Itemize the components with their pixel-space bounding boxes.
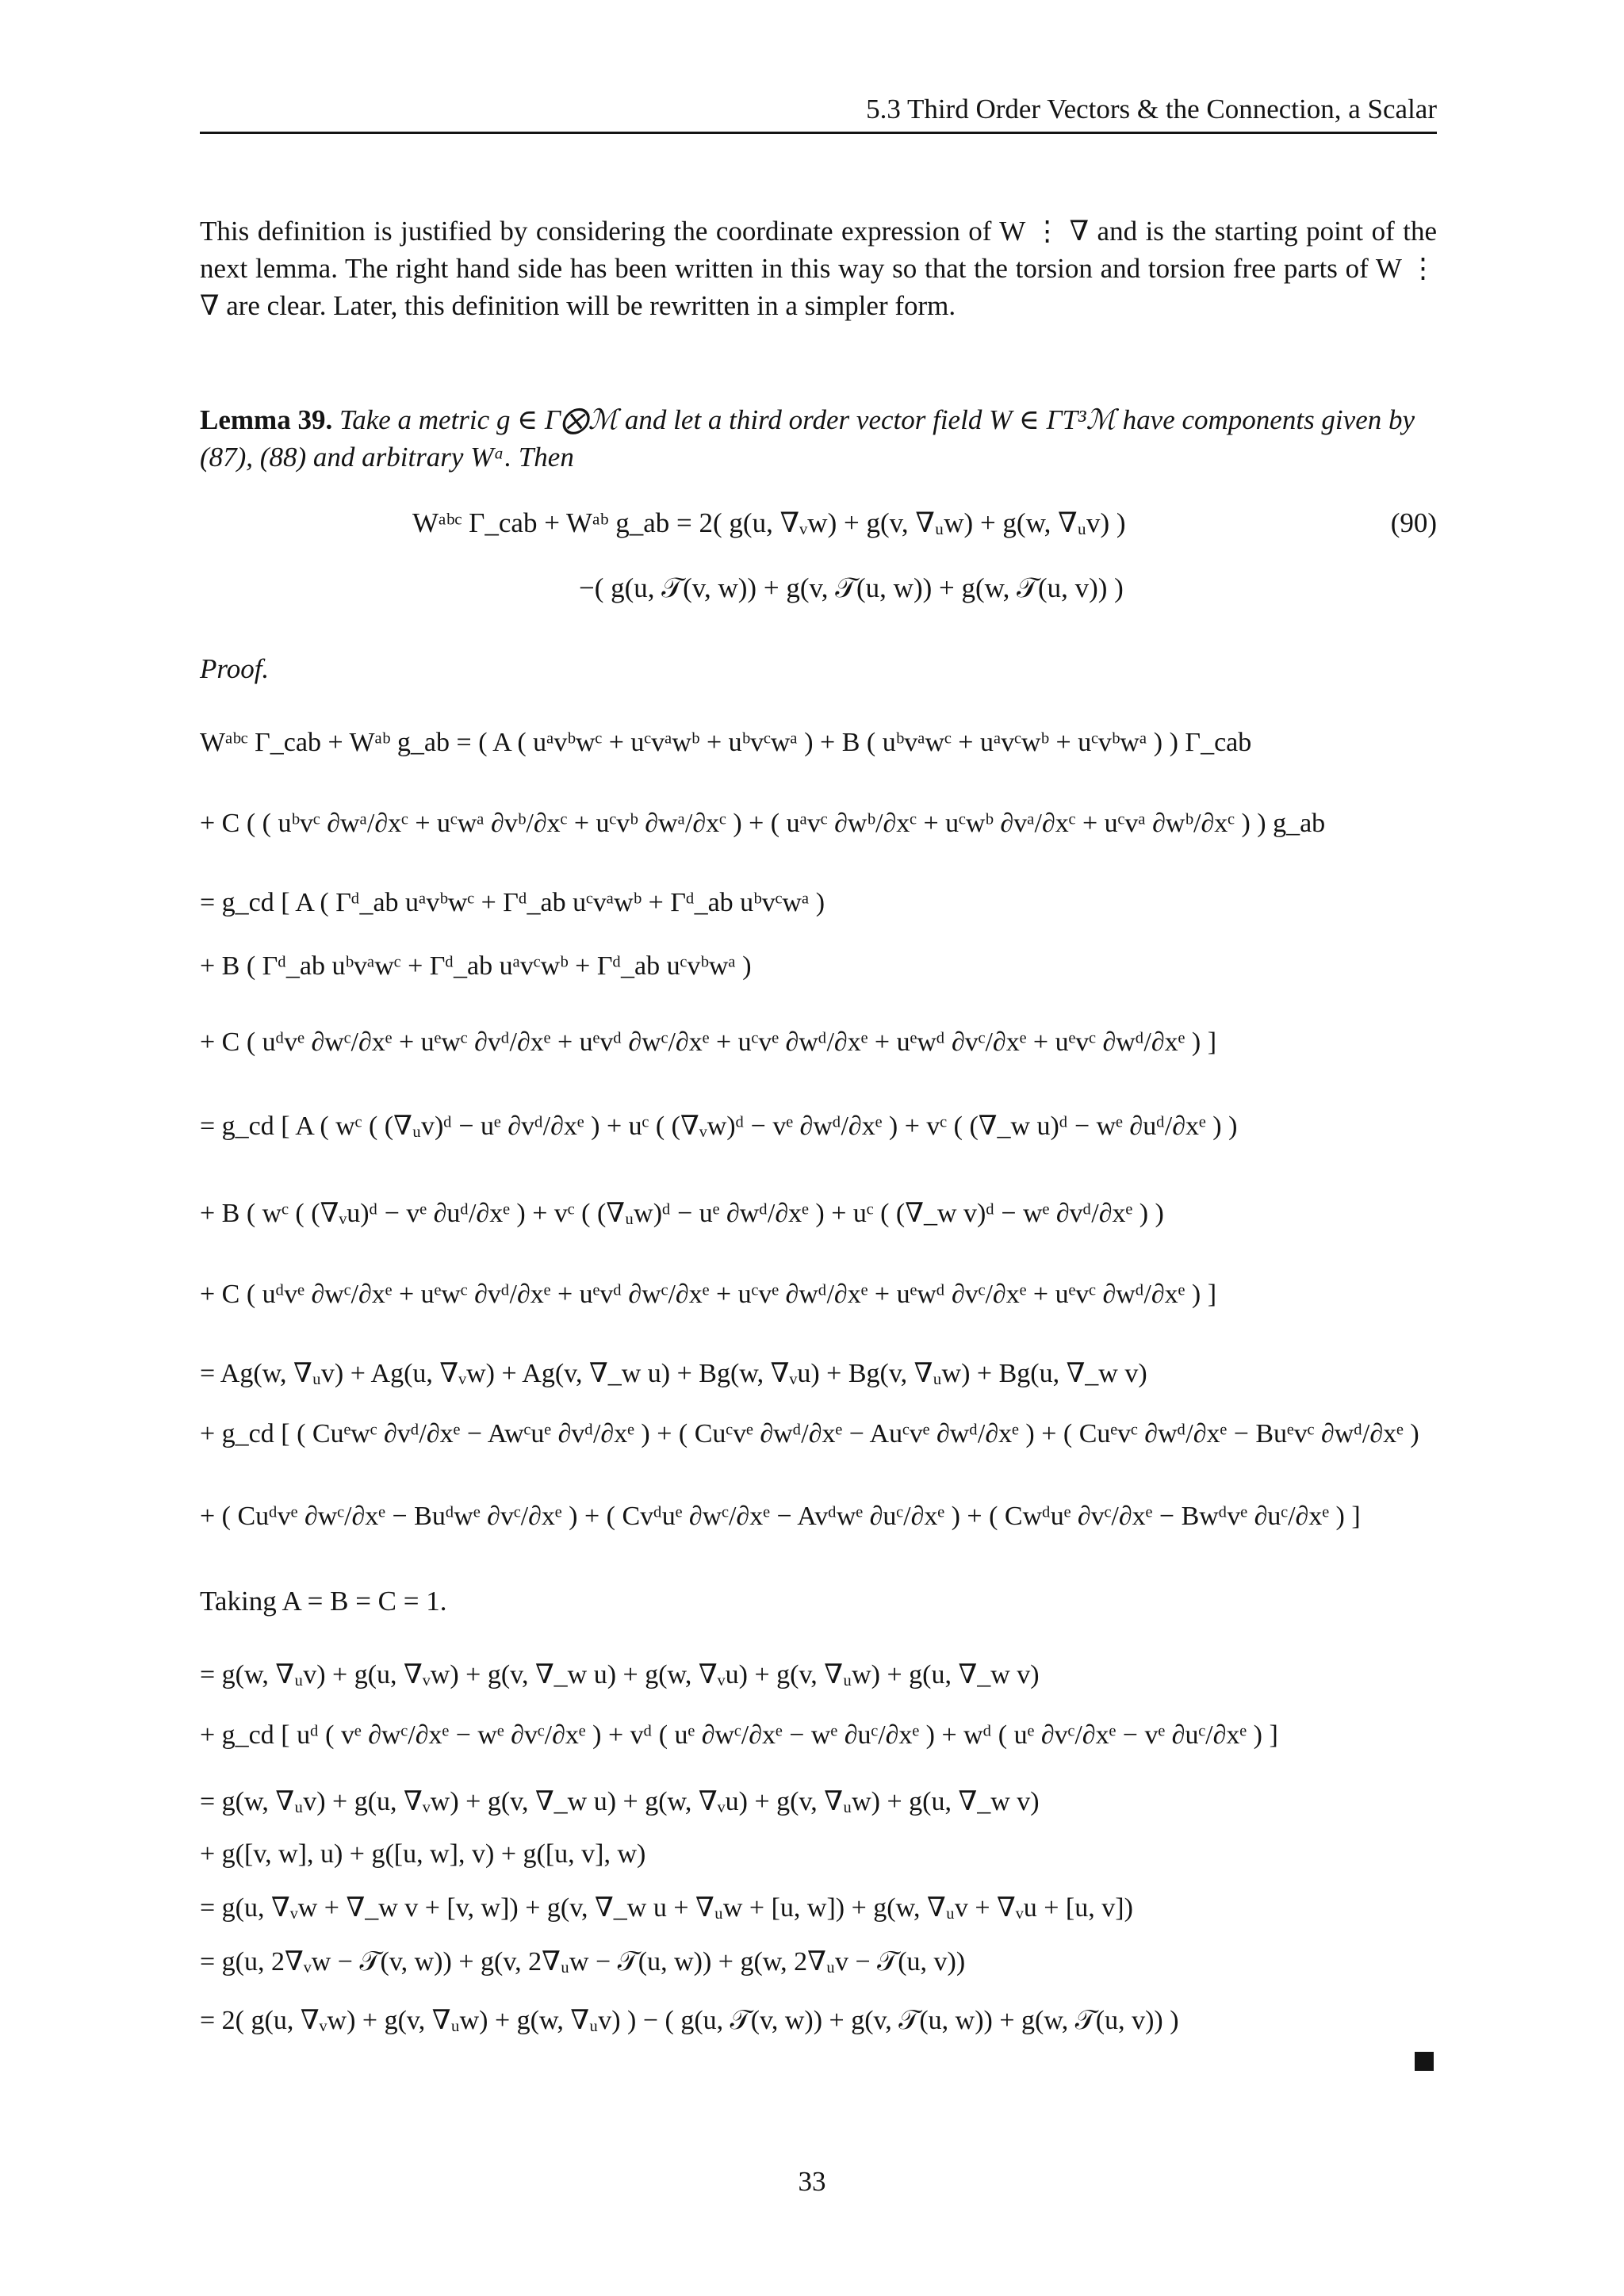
- proof-line: = g_cd [ A ( Γᵈ_ab uᵃvᵇwᶜ + Γᵈ_ab uᶜvᵃwᵇ + Γᵈ_ab uᵇvᶜwᵃ ): [200, 888, 825, 917]
- proof-line: = g_cd [ A ( wᶜ ( (∇ᵤv)ᵈ − uᵉ ∂vᵈ/∂xᵉ ) + uᶜ ( (∇ᵥw)ᵈ − vᵉ ∂wᵈ/∂xᵉ ) + vᶜ ( (∇_w u)ᵈ − wᵉ ∂uᵈ/∂xᵉ ) ): [200, 1112, 1238, 1141]
- proof-line: + g_cd [ ( Cuᵉwᶜ ∂vᵈ/∂xᵉ − Awᶜuᵉ ∂vᵈ/∂xᵉ ) + ( Cuᶜvᵉ ∂wᵈ/∂xᵉ − Auᶜvᵉ ∂wᵈ/∂xᵉ ) + ( Cuᵉvᶜ ∂wᵈ/∂xᵉ − Buᵉvᶜ ∂wᵈ/∂xᵉ ): [200, 1419, 1419, 1448]
- intro-paragraph: This definition is justified by considering the coordinate expression of W ⋮ ∇ and is the starting point of the next lemma. The right hand side has been written in this way so that the torsion and torsion free parts of W ⋮ ∇ are clear. Later, this definition will be rewritten in a simpler form.: [200, 216, 1437, 321]
- lemma-equation-line-2: −( g(u, 𝒯(v, w)) + g(v, 𝒯(u, w)) + g(w, 𝒯(u, v)) ): [579, 572, 1124, 603]
- proof-line: + ( Cuᵈvᵉ ∂wᶜ/∂xᵉ − Buᵈwᵉ ∂vᶜ/∂xᵉ ) + ( Cvᵈuᵉ ∂wᶜ/∂xᵉ − Avᵈwᵉ ∂uᶜ/∂xᵉ ) + ( Cwᵈuᵉ ∂vᶜ/∂xᵉ − Bwᵈvᵉ ∂uᶜ/∂xᵉ ) ]: [200, 1502, 1361, 1531]
- proof-line: Wᵃᵇᶜ Γ_cab + Wᵃᵇ g_ab = ( A ( uᵃvᵇwᶜ + uᶜvᵃwᵇ + uᵇvᶜwᵃ ) + B ( uᵇvᵃwᶜ + uᵃvᶜwᵇ + uᶜvᵇwᵃ ) ) Γ_cab: [200, 728, 1252, 757]
- lemma-label: Lemma 39.: [200, 404, 333, 435]
- final-line: = g(u, ∇ᵥw + ∇_w v + [v, w]) + g(v, ∇_w u + ∇ᵤw + [u, w]) + g(w, ∇ᵤv + ∇ᵥu + [u, v]): [200, 1893, 1133, 1923]
- proof-line: = Ag(w, ∇ᵤv) + Ag(u, ∇ᵥw) + Ag(v, ∇_w u) + Bg(w, ∇ᵥu) + Bg(v, ∇ᵤw) + Bg(u, ∇_w v): [200, 1359, 1147, 1388]
- proof-line: + C ( uᵈvᵉ ∂wᶜ/∂xᵉ + uᵉwᶜ ∂vᵈ/∂xᵉ + uᵉvᵈ ∂wᶜ/∂xᵉ + uᶜvᵉ ∂wᵈ/∂xᵉ + uᵉwᵈ ∂vᶜ/∂xᵉ + uᵉvᶜ ∂wᵈ/∂xᵉ ) ]: [200, 1027, 1217, 1057]
- header-rule: [200, 132, 1437, 134]
- final-line: + g([v, w], u) + g([u, w], v) + g([u, v], w): [200, 1839, 646, 1869]
- lemma-text: Take a metric g ∈ Γ⨂ℳ and let a third order vector field W ∈ ΓT³ℳ have components given by (87), (88) and arbitrary Wᵃ. Then: [200, 404, 1415, 473]
- proof-line: + C ( uᵈvᵉ ∂wᶜ/∂xᵉ + uᵉwᶜ ∂vᵈ/∂xᵉ + uᵉvᵈ ∂wᶜ/∂xᵉ + uᶜvᵉ ∂wᵈ/∂xᵉ + uᵉwᵈ ∂vᶜ/∂xᵉ + uᵉvᶜ ∂wᵈ/∂xᵉ ) ]: [200, 1280, 1217, 1309]
- final-line: = g(w, ∇ᵤv) + g(u, ∇ᵥw) + g(v, ∇_w u) + g(w, ∇ᵥu) + g(v, ∇ᵤw) + g(u, ∇_w v): [200, 1787, 1040, 1816]
- proof-line: + C ( ( uᵇvᶜ ∂wᵃ/∂xᶜ + uᶜwᵃ ∂vᵇ/∂xᶜ + uᶜvᵇ ∂wᵃ/∂xᶜ ) + ( uᵃvᶜ ∂wᵇ/∂xᶜ + uᶜwᵇ ∂vᵃ/∂xᶜ + uᶜvᵃ ∂wᵇ/∂xᶜ ) ) g_ab: [200, 809, 1326, 838]
- proof-line: + B ( Γᵈ_ab uᵇvᵃwᶜ + Γᵈ_ab uᵃvᶜwᵇ + Γᵈ_ab uᶜvᵇwᵃ ): [200, 951, 752, 981]
- page-number: 33: [798, 2166, 826, 2197]
- taking-statement: Taking A = B = C = 1.: [200, 1586, 447, 1617]
- final-line: = g(u, 2∇ᵥw − 𝒯(v, w)) + g(v, 2∇ᵤw − 𝒯(u, w)) + g(w, 2∇ᵤv − 𝒯(u, v)): [200, 1947, 966, 1976]
- running-header: 5.3 Third Order Vectors & the Connection, a Scalar: [866, 94, 1437, 124]
- proof-label: Proof.: [200, 653, 270, 684]
- proof-line: + B ( wᶜ ( (∇ᵥu)ᵈ − vᵉ ∂uᵈ/∂xᵉ ) + vᶜ ( (∇ᵤw)ᵈ − uᵉ ∂wᵈ/∂xᵉ ) + uᶜ ( (∇_w v)ᵈ − wᵉ ∂vᵈ/∂xᵉ ) ): [200, 1199, 1164, 1228]
- equation-number: (90): [1390, 507, 1437, 538]
- final-line: = g(w, ∇ᵤv) + g(u, ∇ᵥw) + g(v, ∇_w u) + g(w, ∇ᵥu) + g(v, ∇ᵤw) + g(u, ∇_w v): [200, 1660, 1040, 1689]
- lemma-equation-line-1: Wᵃᵇᶜ Γ_cab + Wᵃᵇ g_ab = 2( g(u, ∇ᵥw) + g(v, ∇ᵤw) + g(w, ∇ᵤv) ): [412, 507, 1126, 538]
- final-line: + g_cd [ uᵈ ( vᵉ ∂wᶜ/∂xᵉ − wᵉ ∂vᶜ/∂xᵉ ) + vᵈ ( uᵉ ∂wᶜ/∂xᵉ − wᵉ ∂uᶜ/∂xᵉ ) + wᵈ ( uᵉ ∂vᶜ/∂xᵉ − vᵉ ∂uᶜ/∂xᵉ ) ]: [200, 1720, 1278, 1750]
- qed-square-icon: [1415, 2052, 1434, 2071]
- lemma-statement: [200, 401, 1437, 476]
- final-line: = 2( g(u, ∇ᵥw) + g(v, ∇ᵤw) + g(w, ∇ᵤv) ) − ( g(u, 𝒯(v, w)) + g(v, 𝒯(u, w)) + g(w, 𝒯(u, v)) ): [200, 2006, 1179, 2035]
